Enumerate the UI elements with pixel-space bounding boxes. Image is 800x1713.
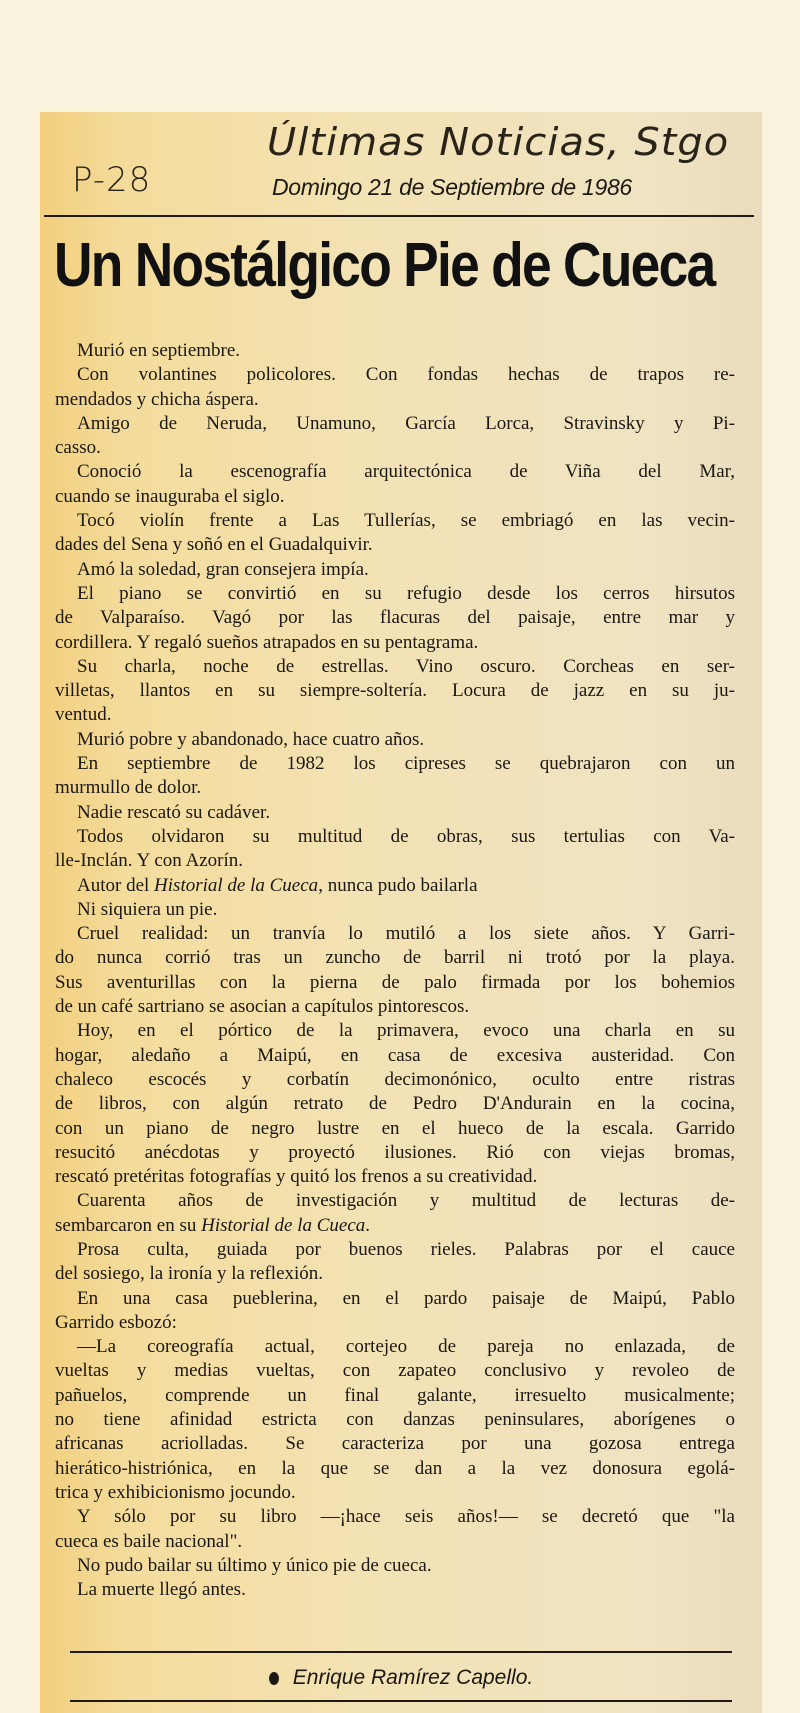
text-segment: Tocó violín frente a Las Tullerías, se embriagó en las vecin- <box>77 510 735 532</box>
text-segment: resucitó anécdotas y proyectó ilusiones. Rió con viejas bromas, <box>55 1141 735 1163</box>
text-segment: Prosa culta, guiada por buenos rieles. Palabras por el cauce <box>77 1238 735 1260</box>
text-line <box>55 776 735 800</box>
text-line <box>55 946 735 970</box>
handwritten-publication-note: Últimas Noticias, Stgo <box>266 120 730 164</box>
text-segment: hogar, aledaño a Maipú, en casa de excesiva austeridad. Con <box>55 1044 735 1066</box>
text-segment: chaleco escocés y corbatín decimonónico, oculto entre ristras <box>55 1068 735 1090</box>
text-segment: Su charla, noche de estrellas. Vino oscuro. Corcheas en ser- <box>77 655 735 677</box>
text-segment: cueca es baile nacional". <box>55 1530 243 1552</box>
text-line <box>55 1068 735 1092</box>
text-segment: Ni siquiera un pie. <box>77 898 218 920</box>
text-segment: Y sólo por su libro —¡hace seis años!— se decretó que "la <box>77 1506 735 1528</box>
article-body <box>55 339 735 1602</box>
paragraph <box>55 1505 735 1554</box>
text-segment: vueltas y medias vueltas, con zapateo conclusivo y revoleo de <box>55 1360 735 1382</box>
paragraph <box>55 655 735 728</box>
text-line <box>55 1092 735 1116</box>
text-segment: Nadie rescató su cadáver. <box>77 801 271 823</box>
text-segment: casso. <box>55 437 101 459</box>
paragraph <box>55 1287 735 1336</box>
paragraph <box>55 509 735 558</box>
text-line <box>55 1165 735 1189</box>
text-segment: El piano se convirtió en su refugio desde los cerros hirsutos <box>77 582 735 604</box>
text-line <box>55 1262 735 1286</box>
paragraph <box>55 825 735 874</box>
text-line <box>55 703 735 727</box>
text-segment: Murió pobre y abandonado, hace cuatro años. <box>77 728 425 750</box>
text-segment: . <box>365 1214 371 1236</box>
text-line <box>55 1214 735 1238</box>
text-line <box>55 1505 735 1529</box>
text-segment: Amó la soledad, gran consejera impía. <box>77 558 369 580</box>
text-line <box>55 1117 735 1141</box>
text-segment: —La coreografía actual, cortejeo de pareja no enlazada, de <box>77 1336 735 1358</box>
paragraph <box>55 412 735 461</box>
text-segment: Sus aventurillas con la pierna de palo firmada por los bohemios <box>55 971 735 993</box>
text-segment: hierático-histriónica, en la que se dan a la vez donosura egolá- <box>55 1457 735 1479</box>
text-segment: de libros, con algún retrato de Pedro D'Andurain en la cocina, <box>55 1093 735 1115</box>
text-line <box>55 582 735 606</box>
text-line <box>55 922 735 946</box>
paragraph <box>55 874 735 898</box>
text-segment: villetas, llantos en su siempre-soltería. Locura de jazz en su ju- <box>55 680 735 702</box>
paragraph <box>55 1335 735 1505</box>
text-line <box>55 1408 735 1432</box>
text-line <box>55 801 735 825</box>
text-segment: trica y exhibicionismo jocundo. <box>55 1481 296 1503</box>
paragraph <box>55 1019 735 1189</box>
text-segment: Murió en septiembre. <box>77 340 241 361</box>
book-title: Historial de la Cueca <box>201 1214 366 1236</box>
text-line <box>55 971 735 995</box>
text-segment: Conoció la escenografía arquitectónica de Viña del Mar, <box>77 461 735 483</box>
text-segment: En una casa pueblerina, en el pardo paisaje de Maipú, Pablo <box>77 1287 735 1309</box>
text-segment: cuando se inauguraba el siglo. <box>55 485 285 507</box>
text-segment: con un piano de negro lustre en el hueco de la escala. Garrido <box>55 1117 735 1139</box>
text-line <box>55 631 735 655</box>
text-segment: africanas acriolladas. Se caracteriza por una gozosa entrega <box>55 1433 735 1455</box>
footer-rule-top <box>70 1651 732 1653</box>
paragraph <box>55 922 735 1019</box>
text-segment: rescató pretéritas fotografías y quitó los frenos a su creatividad. <box>55 1166 538 1188</box>
paragraph <box>55 1189 735 1238</box>
text-line <box>55 363 735 387</box>
text-segment: lle-Inclán. Y con Azorín. <box>55 850 243 872</box>
text-segment: dades del Sena y soñó en el Guadalquivir. <box>55 534 373 556</box>
headline: Un Nostálgico Pie de Cueca <box>54 231 715 300</box>
paragraph <box>55 1554 735 1578</box>
text-line <box>55 460 735 484</box>
paragraph <box>55 752 735 801</box>
text-segment: cordillera. Y regaló sueños atrapados en su pentagrama. <box>55 631 479 653</box>
text-segment: Garrido esbozó: <box>55 1311 177 1333</box>
text-line <box>55 412 735 436</box>
text-line <box>55 1384 735 1408</box>
handwritten-page-note: P-28 <box>72 160 152 200</box>
text-segment: murmullo de dolor. <box>55 777 202 799</box>
paragraph <box>55 728 735 752</box>
text-line <box>55 825 735 849</box>
text-line <box>55 1238 735 1262</box>
text-line <box>55 728 735 752</box>
paragraph <box>55 558 735 582</box>
byline <box>40 1666 762 1690</box>
text-line <box>55 655 735 679</box>
paragraph <box>55 363 735 412</box>
paragraph <box>55 1578 735 1602</box>
text-segment: Amigo de Neruda, Unamuno, García Lorca, Stravinsky y Pi- <box>77 412 735 434</box>
text-line <box>55 1311 735 1335</box>
text-segment: Hoy, en el pórtico de la primavera, evoco una charla en su <box>77 1020 735 1042</box>
text-line <box>55 558 735 582</box>
text-segment: del sosiego, la ironía y la reflexión. <box>55 1263 324 1285</box>
text-line <box>55 1578 735 1602</box>
text-line <box>55 1019 735 1043</box>
text-line <box>55 1335 735 1359</box>
text-line <box>55 606 735 630</box>
text-line <box>55 679 735 703</box>
text-segment: Cuarenta años de investigación y multitud de lecturas de- <box>77 1190 735 1212</box>
text-line <box>55 898 735 922</box>
author-name: Enrique Ramírez Capello. <box>292 1666 534 1689</box>
footer-rule-bottom <box>70 1700 732 1702</box>
text-segment: La muerte llegó antes. <box>77 1579 246 1601</box>
text-line <box>55 1359 735 1383</box>
text-segment: de un café sartriano se asocian a capítulos pintorescos. <box>55 996 470 1018</box>
text-segment: Autor del <box>77 874 155 896</box>
text-line <box>55 995 735 1019</box>
text-segment: Cruel realidad: un tranvía lo mutiló a los siete años. Y Garri- <box>77 923 735 945</box>
text-line <box>55 388 735 412</box>
text-segment: no tiene afinidad estricta con danzas peninsulares, aborígenes o <box>55 1409 735 1431</box>
text-segment: En septiembre de 1982 los cipreses se quebrajaron con un <box>77 753 735 775</box>
text-line <box>55 752 735 776</box>
book-title: Historial de la Cueca <box>154 874 319 896</box>
text-line <box>55 1287 735 1311</box>
paragraph <box>55 1238 735 1287</box>
text-line <box>55 874 735 898</box>
text-segment: Todos olvidaron su multitud de obras, sus tertulias con Va- <box>77 825 735 847</box>
text-segment: mendados y chicha áspera. <box>55 388 259 410</box>
bullet-icon <box>269 1672 279 1685</box>
text-line <box>55 1044 735 1068</box>
paragraph <box>55 582 735 655</box>
text-line <box>55 1141 735 1165</box>
paragraph <box>55 339 735 363</box>
text-line <box>55 509 735 533</box>
text-segment: ventud. <box>55 704 112 726</box>
paragraph <box>55 460 735 509</box>
text-line <box>55 485 735 509</box>
text-segment: pañuelos, comprende un final galante, irresuelto musicalmente; <box>55 1384 735 1406</box>
publication-date: Domingo 21 de Septiembre de 1986 <box>272 174 632 200</box>
text-line <box>55 1457 735 1481</box>
text-segment: , nunca pudo bailarla <box>318 874 478 896</box>
text-segment: No pudo bailar su último y único pie de cueca. <box>77 1554 432 1576</box>
text-line <box>55 1554 735 1578</box>
header-rule <box>44 215 754 217</box>
paragraph <box>55 898 735 922</box>
text-segment: sembarcaron en su <box>55 1214 202 1236</box>
text-line <box>55 1530 735 1554</box>
text-line <box>55 1189 735 1213</box>
text-line <box>55 533 735 557</box>
text-line <box>55 436 735 460</box>
text-line <box>55 849 735 873</box>
text-line <box>55 339 735 363</box>
text-line <box>55 1432 735 1456</box>
text-segment: de Valparaíso. Vagó por las flacuras del paisaje, entre mar y <box>55 607 735 629</box>
text-line <box>55 1481 735 1505</box>
newspaper-clipping <box>40 112 762 1713</box>
paragraph <box>55 801 735 825</box>
text-segment: Con volantines policolores. Con fondas hechas de trapos re- <box>77 364 735 386</box>
text-segment: do nunca corrió tras un zuncho de barril ni trotó por la playa. <box>55 947 735 969</box>
